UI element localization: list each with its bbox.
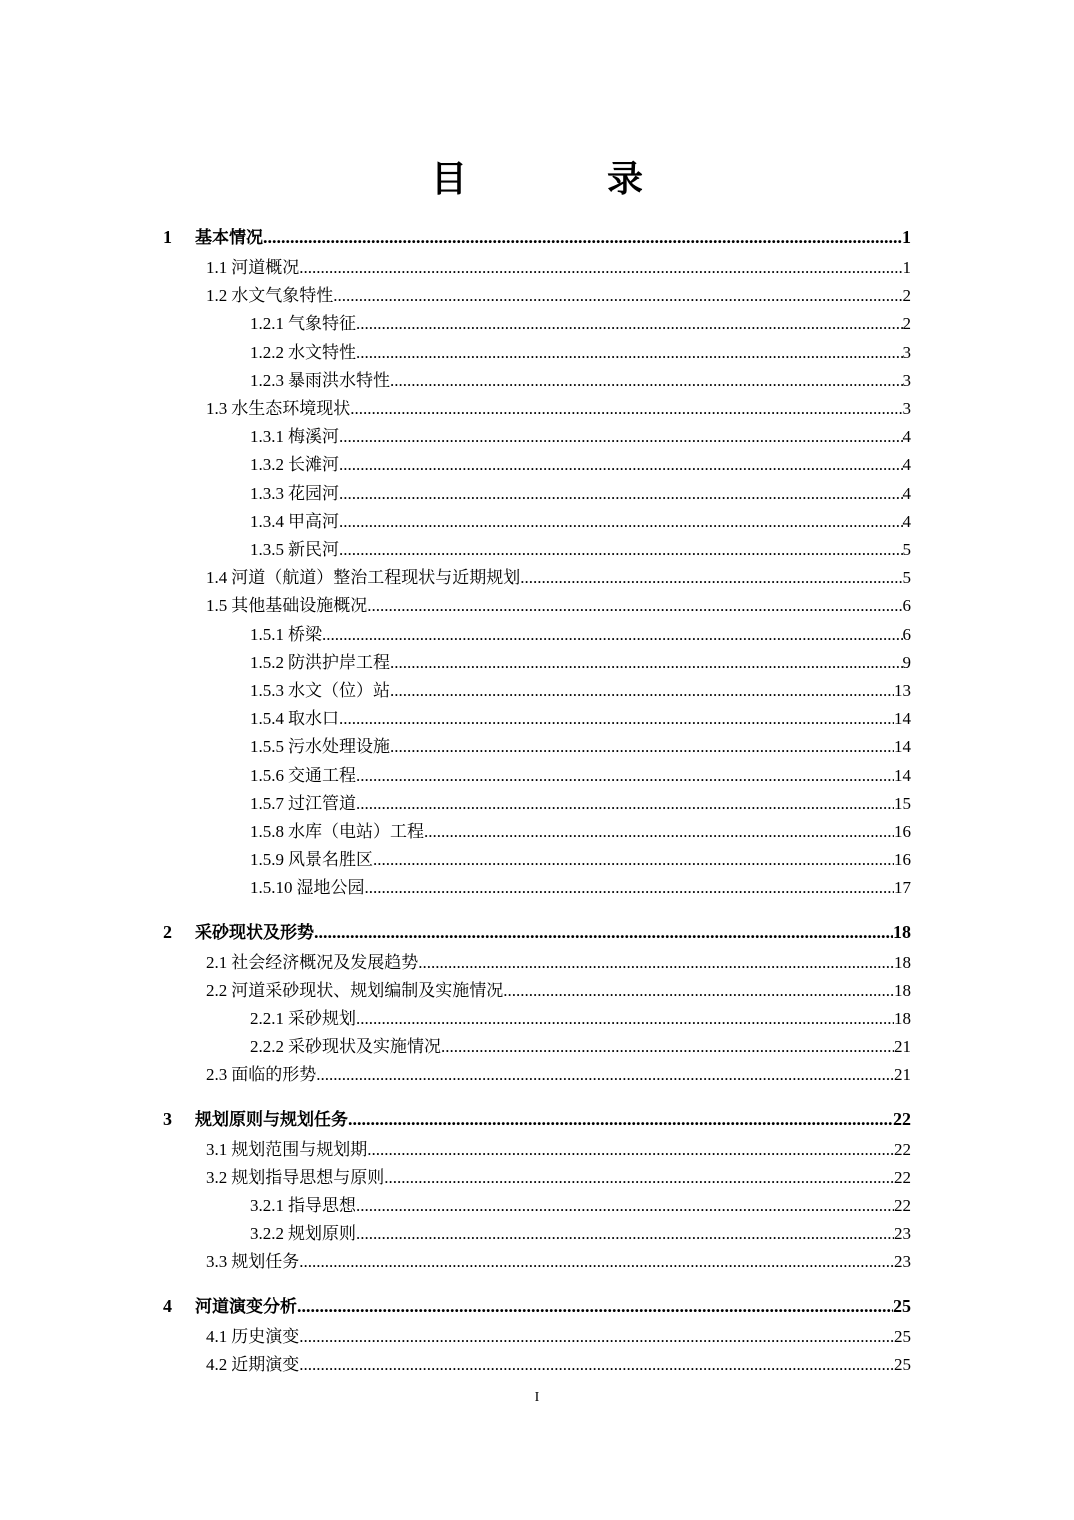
toc-entry-page: 5 bbox=[902, 540, 911, 559]
toc-entry-page: 3 bbox=[902, 342, 911, 362]
toc-leader-dots bbox=[339, 508, 903, 536]
toc-leader-dots bbox=[390, 677, 894, 705]
toc-entry-page: 18 bbox=[893, 921, 911, 942]
toc-entry-number: 1.5.3 bbox=[250, 681, 284, 700]
toc-entry-label: 甲高河 bbox=[288, 511, 339, 532]
toc-leader-dots bbox=[365, 874, 895, 902]
toc-entry[interactable] bbox=[250, 1220, 911, 1248]
toc-entry-label: 防洪护岸工程 bbox=[288, 652, 390, 673]
toc-entry-page: 18 bbox=[894, 1009, 911, 1028]
toc-leader-dots bbox=[373, 846, 894, 874]
toc-entry-page: 6 bbox=[902, 596, 911, 616]
toc-entry-number: 3.3 bbox=[206, 1252, 228, 1272]
toc-entry-label: 取水口 bbox=[288, 709, 339, 730]
toc-leader-dots bbox=[367, 592, 902, 620]
toc-entry-number: 1.5 bbox=[206, 596, 228, 616]
toc-entry-page: 18 bbox=[894, 980, 911, 1000]
toc-entry-page: 18 bbox=[894, 952, 911, 972]
toc-entry-number: 1.4 bbox=[206, 568, 228, 588]
toc-entry[interactable] bbox=[250, 649, 911, 677]
toc-entry-page: 23 bbox=[894, 1224, 911, 1244]
toc-entry[interactable] bbox=[163, 1292, 911, 1320]
toc-entry-number: 1.5.5 bbox=[250, 737, 284, 757]
toc-leader-dots bbox=[390, 733, 894, 761]
toc-entry-page: 2 bbox=[902, 314, 911, 334]
toc-entry-number: 1.5.4 bbox=[250, 709, 284, 729]
toc-entry-label: 过江管道 bbox=[288, 793, 356, 814]
toc-entry-page: 6 bbox=[902, 624, 911, 644]
toc-entry[interactable] bbox=[206, 564, 911, 592]
toc-entry-label: 新民河 bbox=[288, 540, 339, 560]
toc-entry[interactable] bbox=[163, 1105, 911, 1133]
toc-entry-number: 1.2.3 bbox=[250, 370, 284, 390]
toc-entry-number: 1.3.1 bbox=[250, 427, 284, 447]
toc-entry-label: 河道演变分析 bbox=[195, 1296, 297, 1317]
toc-entry-number: 2.2 bbox=[206, 980, 228, 1000]
toc-entry-label: 历史演变 bbox=[231, 1326, 300, 1347]
toc-entry-label: 采砂现状及实施情况 bbox=[288, 1037, 441, 1058]
toc-entry-number: 3.2.2 bbox=[250, 1224, 284, 1244]
toc-entry-page: 16 bbox=[894, 850, 911, 870]
toc-entry-page: 1 bbox=[902, 227, 911, 247]
toc-entry-label: 规划指导思想与原则 bbox=[231, 1167, 385, 1188]
toc-entry-label: 水生态环境现状 bbox=[231, 399, 351, 419]
toc-entry-number: 2.2.2 bbox=[250, 1037, 284, 1057]
toc-entry[interactable] bbox=[250, 451, 911, 479]
toc-leader-dots bbox=[299, 254, 902, 282]
toc-entry-page: 22 bbox=[894, 1167, 911, 1187]
toc-entry-number: 4.1 bbox=[206, 1326, 228, 1346]
toc-leader-dots bbox=[356, 1220, 894, 1248]
toc-entry[interactable] bbox=[206, 949, 911, 977]
toc-entry[interactable] bbox=[250, 536, 911, 564]
toc-entry-page: 4 bbox=[902, 455, 911, 475]
toc-entry-number: 1.3.5 bbox=[250, 540, 284, 559]
toc-leader-dots bbox=[299, 1323, 894, 1351]
toc-entry-page: 22 bbox=[894, 1139, 911, 1159]
toc-entry-label: 面临的形势 bbox=[231, 1065, 317, 1086]
toc-entry[interactable] bbox=[206, 254, 911, 282]
toc-leader-dots bbox=[322, 621, 903, 649]
toc-entry-label: 水文（位）站 bbox=[288, 681, 390, 701]
toc-leader-dots bbox=[418, 949, 894, 977]
toc-entry-label: 规划范围与规划期 bbox=[231, 1139, 368, 1160]
toc-leader-dots bbox=[390, 649, 903, 677]
toc-entry-number: 1.5.2 bbox=[250, 652, 284, 672]
toc-entry-number: 1.2.1 bbox=[250, 314, 284, 334]
toc-entry-number: 1.5.8 bbox=[250, 822, 284, 841]
toc-leader-dots bbox=[520, 564, 902, 592]
toc-entry-number: 1.3.2 bbox=[250, 455, 284, 475]
page-title: 目 录 bbox=[430, 159, 695, 200]
toc-entry-page: 14 bbox=[894, 737, 911, 757]
toc-leader-dots bbox=[299, 1248, 894, 1276]
toc-leader-dots bbox=[297, 1292, 893, 1320]
toc-entry-number: 1 bbox=[163, 227, 172, 247]
toc-entry-label: 风景名胜区 bbox=[288, 850, 373, 871]
toc-entry-number: 3.2.1 bbox=[250, 1196, 284, 1215]
toc-entry[interactable] bbox=[250, 846, 911, 874]
toc-entry-number: 1.5.9 bbox=[250, 850, 284, 870]
toc-entry-label: 交通工程 bbox=[288, 765, 356, 786]
toc-entry-label: 水库（电站）工程 bbox=[288, 822, 424, 842]
toc-entry[interactable] bbox=[250, 1005, 911, 1033]
toc-leader-dots bbox=[339, 705, 894, 733]
toc-leader-dots bbox=[367, 1136, 894, 1164]
toc-entry-label: 河道（航道）整治工程现状与近期规划 bbox=[231, 568, 521, 589]
toc-entry-label: 近期演变 bbox=[231, 1354, 300, 1375]
toc-entry-label: 规划任务 bbox=[231, 1252, 300, 1273]
toc-entry-label: 其他基础设施概况 bbox=[231, 596, 368, 617]
toc-entry-page: 14 bbox=[894, 709, 911, 729]
toc-entry-number: 1.3 bbox=[206, 399, 228, 418]
toc-entry-number: 2 bbox=[163, 921, 172, 942]
toc-entry-label: 规划原则与规划任务 bbox=[195, 1109, 348, 1130]
toc-entry-page: 17 bbox=[894, 878, 911, 898]
toc-entry-page: 4 bbox=[902, 483, 911, 503]
toc-entry-number: 2.1 bbox=[206, 952, 228, 972]
toc-entry-page: 16 bbox=[894, 822, 911, 841]
toc-entry[interactable] bbox=[250, 677, 911, 705]
toc-leader-dots bbox=[356, 790, 894, 818]
toc-entry[interactable] bbox=[250, 1192, 911, 1220]
toc-leader-dots bbox=[316, 1061, 894, 1089]
toc-entry-page: 25 bbox=[894, 1354, 911, 1374]
toc-entry-number: 1.5.10 bbox=[250, 878, 293, 898]
toc-leader-dots bbox=[356, 1005, 894, 1033]
toc-entry-page: 25 bbox=[893, 1295, 911, 1316]
toc-entry[interactable] bbox=[250, 818, 911, 846]
toc-entry[interactable] bbox=[206, 1323, 911, 1351]
toc-entry[interactable] bbox=[163, 918, 911, 946]
toc-entry-number: 1.2 bbox=[206, 286, 228, 306]
toc-entry-page: 3 bbox=[902, 399, 911, 418]
toc-entry-label: 气象特征 bbox=[288, 314, 356, 335]
toc-entry-number: 1.5.1 bbox=[250, 624, 284, 644]
toc-entry[interactable] bbox=[250, 621, 911, 649]
toc-leader-dots bbox=[339, 451, 903, 479]
toc-leader-dots bbox=[339, 480, 903, 508]
toc-entry-number: 3.2 bbox=[206, 1167, 228, 1187]
toc-entry-number: 3.1 bbox=[206, 1139, 228, 1159]
toc-entry-page: 9 bbox=[902, 652, 911, 672]
toc-entry-label: 指导思想 bbox=[288, 1196, 356, 1216]
toc-leader-dots bbox=[441, 1033, 894, 1061]
toc-leader-dots bbox=[424, 818, 894, 846]
toc-leader-dots bbox=[356, 1192, 894, 1220]
toc-entry-label: 污水处理设施 bbox=[288, 737, 390, 758]
toc-entry-number: 1.3.4 bbox=[250, 511, 284, 531]
toc-entry-page: 21 bbox=[894, 1065, 911, 1085]
toc-entry[interactable] bbox=[206, 1248, 911, 1276]
toc-leader-dots bbox=[348, 1105, 893, 1133]
toc-entry-label: 梅溪河 bbox=[288, 427, 339, 448]
toc-entry[interactable] bbox=[206, 1061, 911, 1089]
toc-entry-page: 21 bbox=[894, 1037, 911, 1057]
toc-entry[interactable] bbox=[250, 480, 911, 508]
toc-entry-label: 基本情况 bbox=[195, 228, 263, 248]
toc-entry-label: 湿地公园 bbox=[296, 878, 365, 899]
toc-entry-number: 2.2.1 bbox=[250, 1009, 284, 1028]
toc-entry[interactable] bbox=[250, 367, 911, 395]
toc-leader-dots bbox=[263, 223, 902, 251]
toc-entry[interactable] bbox=[250, 733, 911, 761]
toc-entry-label: 水文特性 bbox=[288, 342, 356, 363]
toc-entry-number: 1.5.7 bbox=[250, 793, 284, 813]
toc-entry-page: 23 bbox=[894, 1252, 911, 1272]
page-number-footer: I bbox=[534, 1390, 540, 1405]
toc-entry-page: 22 bbox=[893, 1108, 911, 1129]
toc-entry[interactable] bbox=[206, 1136, 911, 1164]
toc-entry[interactable] bbox=[206, 395, 911, 423]
toc-entry[interactable] bbox=[206, 1351, 911, 1379]
toc-entry-number: 1.2.2 bbox=[250, 342, 284, 362]
toc-entry-label: 暴雨洪水特性 bbox=[288, 370, 390, 391]
toc-leader-dots bbox=[339, 536, 903, 564]
toc-entry[interactable] bbox=[250, 874, 911, 902]
toc-entry[interactable] bbox=[250, 310, 911, 338]
toc-entry[interactable] bbox=[163, 223, 911, 251]
toc-entry[interactable] bbox=[250, 790, 911, 818]
toc-entry-page: 14 bbox=[894, 765, 911, 785]
toc-entry[interactable] bbox=[206, 592, 911, 620]
toc-entry[interactable] bbox=[206, 282, 911, 310]
toc-leader-dots bbox=[356, 339, 903, 367]
toc-entry-label: 采砂规划 bbox=[288, 1009, 356, 1029]
toc-entry-number: 1.1 bbox=[206, 258, 228, 277]
toc-leader-dots bbox=[384, 1164, 894, 1192]
toc-entry-page: 2 bbox=[902, 286, 911, 306]
toc-entry[interactable] bbox=[250, 508, 911, 536]
toc-entry-page: 4 bbox=[902, 511, 911, 531]
toc-entry[interactable] bbox=[206, 977, 911, 1005]
toc-leader-dots bbox=[356, 310, 903, 338]
toc-leader-dots bbox=[503, 977, 894, 1005]
toc-entry-number: 4.2 bbox=[206, 1354, 228, 1374]
toc-entry-label: 河道采砂现状、规划编制及实施情况 bbox=[231, 980, 504, 1001]
toc-entry[interactable] bbox=[250, 762, 911, 790]
toc-entry-label: 桥梁 bbox=[288, 624, 322, 645]
toc-entry-label: 水文气象特性 bbox=[231, 286, 334, 307]
toc-entry[interactable] bbox=[206, 1164, 911, 1192]
toc-leader-dots bbox=[350, 395, 902, 423]
toc-entry-page: 4 bbox=[902, 427, 911, 447]
toc-entry-label: 采砂现状及形势 bbox=[195, 922, 314, 943]
toc-entry[interactable] bbox=[250, 339, 911, 367]
toc-entry-number: 1.5.6 bbox=[250, 765, 284, 785]
toc-leader-dots bbox=[339, 423, 903, 451]
toc-entry[interactable] bbox=[250, 705, 911, 733]
toc-entry-page: 1 bbox=[902, 258, 911, 277]
toc-entry-page: 25 bbox=[894, 1326, 911, 1346]
toc-entry-label: 花园河 bbox=[288, 483, 339, 504]
toc-entry-label: 社会经济概况及发展趋势 bbox=[231, 952, 419, 973]
toc-leader-dots bbox=[390, 367, 903, 395]
toc-entry-number: 4 bbox=[163, 1295, 172, 1316]
toc-entry-page: 13 bbox=[894, 681, 911, 700]
toc-entry-label: 规划原则 bbox=[288, 1224, 356, 1245]
toc-leader-dots bbox=[356, 762, 894, 790]
toc-entry-number: 2.3 bbox=[206, 1065, 228, 1085]
toc-leader-dots bbox=[299, 1351, 894, 1379]
toc-entry-label: 长滩河 bbox=[288, 455, 339, 476]
toc-leader-dots bbox=[314, 918, 893, 946]
toc-entry-page: 5 bbox=[902, 568, 911, 588]
toc-entry-number: 3 bbox=[163, 1108, 172, 1129]
toc-entry[interactable] bbox=[250, 423, 911, 451]
toc-entry-page: 15 bbox=[894, 793, 911, 813]
toc-entry-page: 22 bbox=[894, 1196, 911, 1215]
toc-entry-label: 河道概况 bbox=[231, 258, 300, 278]
toc-entry[interactable] bbox=[250, 1033, 911, 1061]
toc-leader-dots bbox=[333, 282, 902, 310]
toc-entry-number: 1.3.3 bbox=[250, 483, 284, 503]
toc-entry-page: 3 bbox=[902, 370, 911, 390]
